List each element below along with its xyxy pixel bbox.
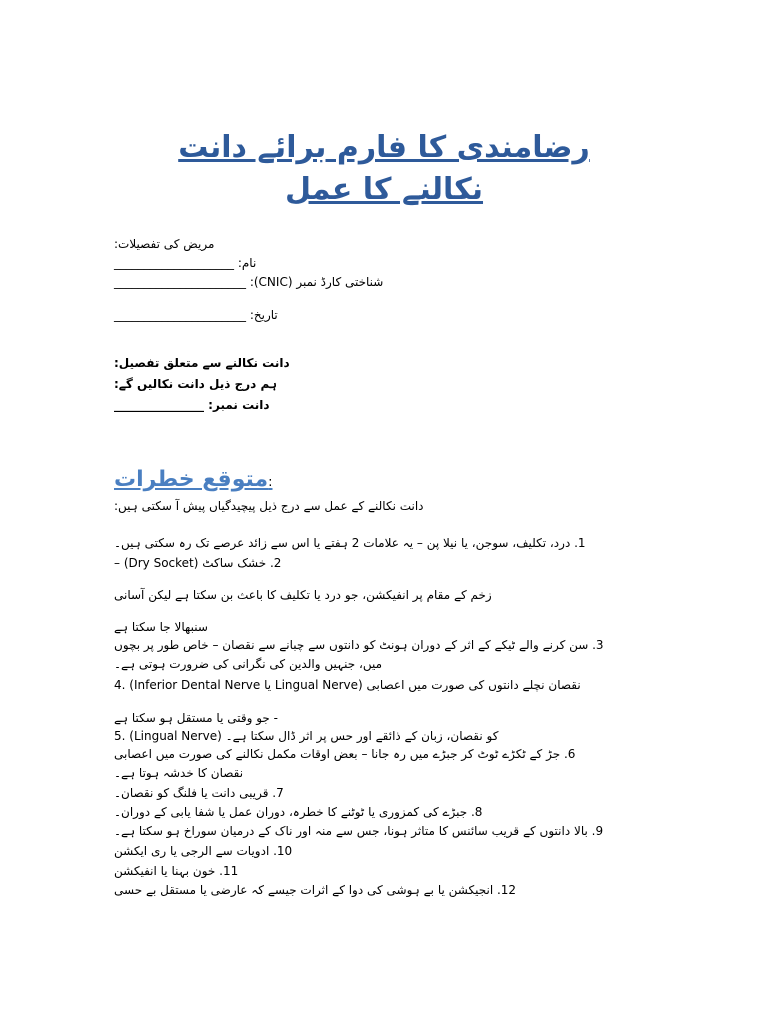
extraction-subheading: ہم درج ذیل دانت نکالیں گے: (114, 377, 277, 391)
risk-line-12: 7. قریبی دانت یا فلنگ کو نقصان۔ (114, 786, 284, 800)
document-title-line-1: رضامندی کا فارم برائے دانت (178, 130, 590, 165)
risk-line-6: میں، جنہیں والدین کی نگرانی کی ضرورت ہوتی ہے۔ (114, 657, 383, 671)
patient-name-field: نام: ____________________ (114, 256, 257, 270)
risks-intro: دانت نکالنے کے عمل سے درج ذیل پیچیدگیاں پیش آ سکتی ہیں: (114, 499, 424, 513)
document-title-line-2: نکالنے کا عمل (284, 172, 484, 207)
risk-line-10: 6. جڑ کے ٹکڑے ٹوٹ کر جبڑے میں رہ جانا – بعض اوقات مکمل نکالنے کی صورت میں اعصابی (114, 747, 576, 761)
risk-line-14: 9. بالا دانتوں کے قریب سائنس کا متاثر ہونا، جس سے منہ اور ناک کے درمیان سوراخ ہو سکتا ہے۔ (114, 824, 604, 838)
patient-details-heading: مریض کی تفصیلات: (114, 237, 215, 251)
risks-heading-text: متوقع خطرات (114, 467, 269, 492)
risk-line-4: سنبھالا جا سکتا ہے (114, 620, 208, 634)
risk-line-11: نقصان کا خدشہ ہوتا ہے۔ (114, 766, 244, 780)
date-field: تاریخ: ______________________ (114, 308, 278, 322)
risk-line-8: - جو وقتی یا مستقل ہو سکتا ہے (114, 711, 278, 725)
risks-heading-colon: : (268, 475, 273, 490)
risk-line-1: 1. درد، تکلیف، سوجن، یا نیلا پن – یہ علامات 2 ہفتے یا اس سے زائد عرصے تک رہ سکتی ہیں۔ (114, 536, 586, 550)
risk-line-13: 8. جبڑے کی کمزوری یا ٹوٹنے کا خطرہ، دوران عمل یا شفا یابی کے دوران۔ (114, 805, 483, 819)
risk-line-9: 5. (Lingual Nerve) کو نقصان، زبان کے ذائقے اور حس پر اثر ڈال سکتا ہے۔ (114, 729, 499, 743)
risk-line-15: 10. ادویات سے الرجی یا ری ایکشن (114, 844, 293, 858)
patient-cnic-field: شناختی کارڈ نمبر (CNIC): ______________________ (114, 275, 384, 289)
risk-line-7: 4. (Inferior Dental Nerve یا Lingual Nerve) نقصان نچلے دانتوں کی صورت میں اعصابی (114, 678, 581, 692)
risks-heading (114, 466, 273, 497)
risk-line-16: 11. خون بہنا یا انفیکشن (114, 864, 239, 878)
tooth-number-field: دانت نمبر: _______________ (114, 398, 270, 412)
extraction-details-heading: دانت نکالنے سے متعلق تفصیل: (114, 356, 290, 370)
risk-line-5: 3. سن کرنے والے ٹیکے کے اثر کے دوران ہونٹ کو دانتوں سے چبانے سے نقصان – خاص طور پر بچوں (114, 638, 604, 652)
risk-line-2: 2. خشک ساکٹ (Dry Socket) – (114, 556, 282, 570)
risk-line-17: 12. انجیکشن یا بے ہوشی کی دوا کے اثرات جیسے کہ عارضی یا مستقل بے حسی (114, 883, 517, 897)
risk-line-3: زخم کے مقام پر انفیکشن، جو درد یا تکلیف کا باعث بن سکتا ہے لیکن آسانی (114, 588, 492, 602)
